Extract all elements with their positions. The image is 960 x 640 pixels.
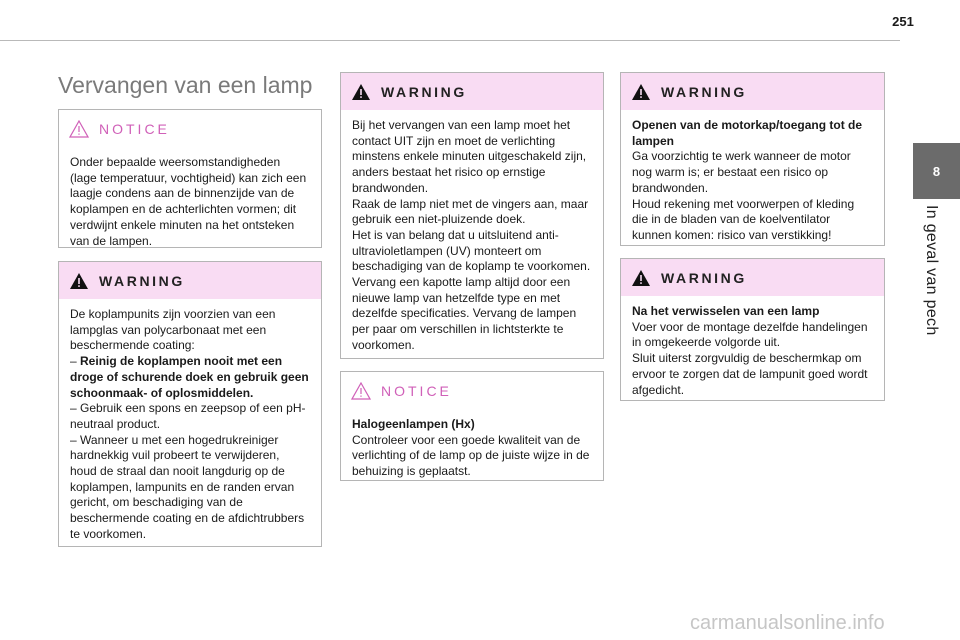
warning-box-headlamp-coating [58,261,322,547]
warning-box-after-replacement [620,258,885,401]
notice-box-halogen [340,371,604,481]
warning-label: WARNING [661,83,747,100]
notice-header [59,110,321,147]
warning-paragraph-2: Sluit uiterst zorgvuldig de beschermkap om ervoor te zorgen dat de lampunit goed wordt afgedicht. [632,351,868,397]
notice-triangle-icon [351,382,371,400]
warning-triangle-icon [351,83,371,101]
warning-triangle-icon [69,272,89,290]
warning-intro: De koplampunits zijn voorzien van een lampglas van polycarbonaat met een beschermende coating: [70,307,276,353]
watermark: carmanualsonline.info [690,612,885,634]
warning-box-lamp-replacement [340,72,604,359]
warning-paragraph-1: Bij het vervangen van een lamp moet het contact UIT zijn en moet de verlichting minstens enkele minuten uitgeschakeld zijn, anders bestaat het risico op ernstige brandwonden. [352,118,587,195]
warning-header [59,262,321,299]
notice-text: Onder bepaalde weersomstandigheden (lage temperatuur, vochtigheid) kan zich een laagje condens aan de binnenzijde van de koplampen en de achterlichten vormen; dit verdwijnt enkele minuten na het ontsteken van de lampen. [70,155,307,248]
section-title: Vervangen van een lamp [58,72,313,98]
warning-item-1-text: Reinig de koplampen nooit met een droge of schurende doek en gebruik geen schoonmaak- of oplosmiddelen. [70,354,309,400]
warning-paragraph-2: Raak de lamp niet met de vingers aan, maar gebruik een niet-pluizende doek. [352,196,589,227]
warning-label: WARNING [381,83,467,100]
warning-header [621,73,884,110]
warning-label: WARNING [661,269,747,286]
notice-label: NOTICE [99,120,170,137]
warning-label: WARNING [99,272,185,289]
warning-item-1 [70,354,309,401]
notice-header [341,372,603,409]
warning-heading: Na het verwisselen van een lamp [632,304,820,318]
chapter-title: In geval van pech [923,205,940,336]
notice-label: NOTICE [381,382,452,399]
notice-text: Controleer voor een goede kwaliteit van de verlichting of de lamp op de juiste wijze in de behuizing is geplaatst. [352,432,590,479]
chapter-tab[interactable]: 8 [913,143,960,199]
item-dash: – [70,354,81,369]
page-number: 251 [892,14,914,29]
warning-item-3: – Wanneer u met een hogedrukreiniger hardnekkig vuil probeert te verwijderen, houd de straal dan nooit langdurig op de koplampen, lampunits en de randen ervan gericht, om beschadiging van de beschermende coating en de afdichtrubbers te voorkomen. [70,432,305,541]
warning-triangle-icon [631,83,651,101]
warning-paragraph-1: Voer voor de montage dezelfde handelingen in omgekeerde volgorde uit. [632,319,868,350]
header-divider [0,40,900,41]
warning-paragraph-2: Houd rekening met voorwerpen of kleding die in de bladen van de koelventilator kunnen komen: risico van verstikking! [632,196,855,242]
warning-header [341,73,603,110]
warning-paragraph-4: Vervang een kapotte lamp altijd door een nieuwe lamp van hetzelfde type en met dezelfde specificaties. Vervang de lampen per paar om verschillen in lichtsterkte te voorkomen. [352,275,577,352]
warning-box-bonnet [620,72,885,246]
warning-paragraph-3: Het is van belang dat u uitsluitend anti-ultravioletlampen (UV) monteert om beschadiging van de koplamp te voorkomen. [352,227,591,274]
notice-box-condensation [58,109,322,248]
warning-header [621,259,884,296]
warning-paragraph-1: Ga voorzichtig te werk wanneer de motor nog warm is; er bestaat een risico op brandwonden. [632,149,851,195]
warning-triangle-icon [631,269,651,287]
notice-heading: Halogeenlampen (Hx) [352,417,475,431]
notice-triangle-icon [69,120,89,138]
warning-item-2: – Gebruik een spons en zeepsop of een pH-neutraal product. [70,401,306,431]
warning-heading: Openen van de motorkap/toegang tot de lampen [632,118,863,148]
